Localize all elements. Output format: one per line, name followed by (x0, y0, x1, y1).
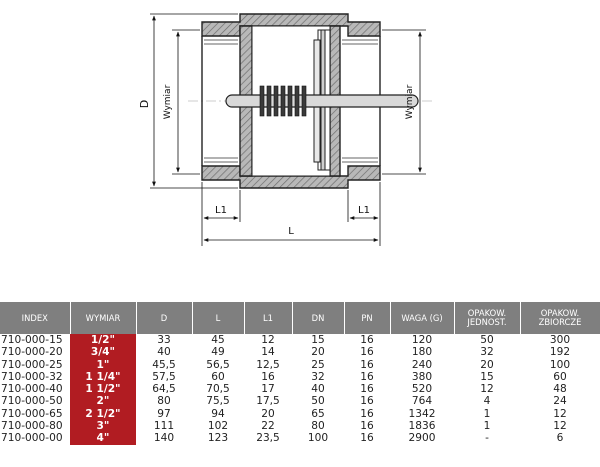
cell-dn: 15 (311, 334, 325, 346)
cell-d: 111 (153, 420, 175, 433)
table-row (0, 371, 600, 383)
cell-wymiar: 1/2" (70, 334, 136, 346)
cell-pn: 16 (360, 383, 374, 396)
cell-opakow-zbiorcze: 48 (553, 383, 567, 396)
cell-d: 140 (153, 432, 175, 445)
cell-pn: 16 (360, 420, 374, 433)
cell-index: 710-000-80 (1, 420, 63, 433)
table-row (0, 359, 600, 371)
cell-opakow-jednost: 20 (480, 358, 494, 371)
cell-d: 64,5 (152, 383, 176, 396)
cell-index: 710-000-15 (1, 334, 63, 346)
cell-opakow-zbiorcze: 12 (553, 420, 567, 433)
cell-d: 40 (157, 346, 171, 359)
cell-opakow-jednost: 4 (483, 395, 491, 408)
cell-pn: 16 (360, 432, 374, 445)
cell-l: 70,5 (206, 383, 230, 396)
cell-opakow-jednost: 12 (480, 383, 494, 396)
cell-waga: 380 (411, 370, 433, 383)
cell-opakow-zbiorcze: 60 (553, 370, 567, 383)
cell-dn: 50 (311, 395, 325, 408)
cell-l: 56,5 (206, 358, 230, 371)
dimension-wymiar-left (172, 30, 200, 174)
table-row (0, 383, 600, 395)
cell-wymiar: 2 1/2" (70, 408, 136, 420)
cell-wymiar: 4" (70, 432, 136, 444)
header-pn: PN (344, 302, 390, 334)
cell-wymiar: 3/4" (70, 346, 136, 358)
table-row (0, 395, 600, 407)
dimension-l1-right (348, 182, 380, 222)
cell-dn: 40 (311, 383, 325, 396)
cell-d: 80 (157, 395, 171, 408)
cell-wymiar: 2" (70, 395, 136, 407)
cell-l: 102 (207, 420, 229, 433)
label-wymiar-right: Wymiar (405, 84, 415, 120)
cell-d: 97 (157, 407, 171, 420)
header-waga: WAGA (G) (390, 302, 454, 334)
cell-l1: 17,5 (256, 395, 280, 408)
cell-l: 45 (211, 334, 225, 346)
cell-waga: 2900 (408, 432, 436, 445)
cell-pn: 16 (360, 370, 374, 383)
cell-pn: 16 (360, 395, 374, 408)
table-row (0, 346, 600, 358)
table-header-row (0, 302, 600, 334)
cell-waga: 1836 (408, 420, 436, 433)
cell-dn: 100 (307, 432, 329, 445)
header-d: D (136, 302, 192, 334)
cell-l1: 22 (261, 420, 275, 433)
specification-table (0, 302, 600, 445)
cell-d: 33 (157, 334, 171, 346)
cell-index: 710-000-25 (1, 358, 63, 371)
cell-index: 710-000-65 (1, 407, 63, 420)
label-l: L (288, 226, 294, 237)
cell-opakow-zbiorcze: 192 (549, 346, 571, 359)
table-row (0, 408, 600, 420)
cell-l: 94 (211, 407, 225, 420)
cell-dn: 25 (311, 358, 325, 371)
cell-index: 710-000-40 (1, 383, 63, 396)
cell-l1: 16 (261, 370, 275, 383)
cell-pn: 16 (360, 358, 374, 371)
valve-stem (226, 95, 418, 107)
header-opakow-jednost: OPAKOW. JEDNOST. (454, 302, 520, 334)
label-d: D (138, 99, 151, 109)
cell-dn: 32 (311, 370, 325, 383)
cell-opakow-jednost: - (485, 432, 489, 445)
label-l1-left: L1 (215, 205, 227, 216)
cell-opakow-jednost: 50 (480, 334, 494, 346)
cell-waga: 1342 (408, 407, 436, 420)
cell-opakow-zbiorcze: 12 (553, 407, 567, 420)
cell-l1: 12 (261, 334, 275, 346)
header-dn: DN (292, 302, 344, 334)
cell-l: 60 (211, 370, 225, 383)
cell-d: 57,5 (152, 370, 176, 383)
cell-l1: 17 (261, 383, 275, 396)
table-row (0, 420, 600, 432)
cell-pn: 16 (360, 407, 374, 420)
header-l: L (192, 302, 244, 334)
cell-index: 710-000-20 (1, 346, 63, 359)
cell-opakow-zbiorcze: 6 (556, 432, 564, 445)
cell-opakow-zbiorcze: 24 (553, 395, 567, 408)
cell-opakow-jednost: 1 (483, 420, 491, 433)
cell-opakow-jednost: 32 (480, 346, 494, 359)
cell-l1: 20 (261, 407, 275, 420)
cell-l1: 23,5 (256, 432, 280, 445)
cell-index: 710-000-00 (1, 432, 63, 445)
cell-index: 710-000-32 (1, 370, 63, 383)
cell-dn: 80 (311, 420, 325, 433)
cell-l: 49 (211, 346, 225, 359)
cell-waga: 764 (411, 395, 433, 408)
cell-l1: 14 (261, 346, 275, 359)
cell-wymiar: 3" (70, 420, 136, 432)
label-wymiar-left: Wymiar (163, 84, 173, 120)
cell-opakow-zbiorcze: 100 (549, 358, 571, 371)
header-l1: L1 (244, 302, 292, 334)
label-l1-right: L1 (358, 205, 370, 216)
cell-dn: 65 (311, 407, 325, 420)
cell-waga: 120 (411, 334, 433, 346)
cell-waga: 240 (411, 358, 433, 371)
cell-index: 710-000-50 (1, 395, 63, 408)
cell-opakow-zbiorcze: 300 (549, 334, 571, 346)
cell-l1: 12,5 (256, 358, 280, 371)
header-index: INDEX (0, 302, 70, 334)
cell-pn: 16 (360, 334, 374, 346)
header-wymiar: WYMIAR (70, 302, 136, 334)
cell-waga: 520 (411, 383, 433, 396)
cell-dn: 20 (311, 346, 325, 359)
header-opakow-zbiorcze: OPAKOW. ZBIORCZE (520, 302, 600, 334)
cell-d: 45,5 (152, 358, 176, 371)
cell-wymiar: 1 1/2" (70, 383, 136, 395)
cell-waga: 180 (411, 346, 433, 359)
cell-l: 123 (207, 432, 229, 445)
table-row (0, 334, 600, 346)
cell-wymiar: 1" (70, 359, 136, 371)
table-row (0, 432, 600, 444)
spring (260, 86, 306, 116)
cell-opakow-jednost: 1 (483, 407, 491, 420)
cell-pn: 16 (360, 346, 374, 359)
cell-l: 75,5 (206, 395, 230, 408)
cell-opakow-jednost: 15 (480, 370, 494, 383)
cell-wymiar: 1 1/4" (70, 371, 136, 383)
